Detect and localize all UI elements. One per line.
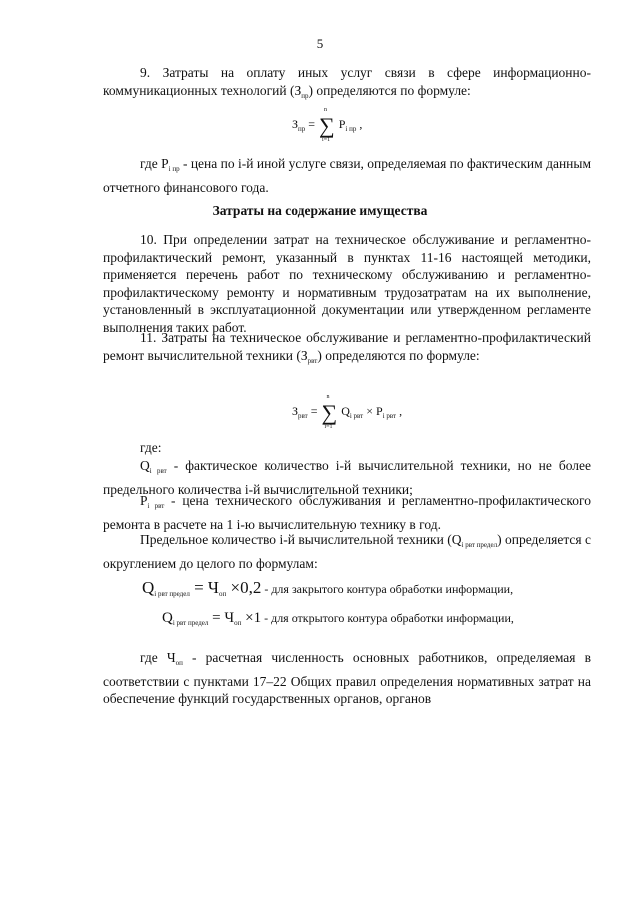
sum-bottom: i=1	[322, 137, 331, 143]
section-heading: Затраты на содержание имущества	[212, 203, 428, 218]
paragraph-where-1	[103, 155, 591, 196]
sum2-top: n	[326, 394, 330, 400]
formula2-tail: ,	[396, 404, 403, 418]
where-2-label: где:	[140, 440, 162, 455]
final-sub: оп	[175, 659, 183, 667]
formula1-term-sub: i пр	[345, 125, 357, 133]
formula2-times: ×	[363, 404, 377, 418]
formula3-mult: ×0,2	[226, 578, 262, 597]
formula4-lhs: Q	[162, 610, 173, 626]
item9-text: 9. Затраты на оплату иных услуг связи в сфере информационно-коммуникационных технологий (З	[103, 65, 591, 98]
formula1-lhs-sub: пр	[298, 125, 306, 133]
formula2-p: P	[376, 404, 383, 418]
formula3-eq: = Ч	[189, 578, 219, 597]
final-start: где Ч	[140, 650, 176, 665]
defq-sub: i рвт	[149, 467, 167, 475]
page-number: 5	[316, 36, 324, 51]
formula-2	[292, 394, 403, 430]
formula2-lhs-sub: рвт	[298, 412, 308, 420]
sum2-bottom: i=1	[324, 424, 333, 430]
formula2-q-sub: i рвт	[349, 412, 364, 420]
formula4-note: - для открытого контура обработки информации,	[261, 611, 514, 625]
formula2-p-sub: i рвт	[382, 412, 397, 420]
formula1-term: P	[338, 117, 346, 131]
where1-sub: i пр	[168, 165, 180, 173]
formula4-lhs-sub: i рвт предел	[172, 619, 209, 627]
defp-rest: - цена технического обслуживания и регламентно-профилактического ремонта в расчете на 1 i-ю вычислительную технику в год.	[103, 493, 591, 532]
defp-sub: i рвт	[147, 502, 165, 510]
formula4-mult: ×1	[241, 610, 262, 626]
item9-end: ) определяются по формуле:	[308, 82, 471, 98]
limit-sub: i рвт предел	[461, 541, 498, 549]
formula1-equals: =	[308, 117, 316, 131]
formula-1	[292, 107, 363, 143]
item11-end: ) определяются по формуле:	[317, 347, 480, 363]
item9-sub: пр	[301, 91, 309, 100]
formula3-lhs: Q	[142, 578, 155, 597]
paragraph-final	[103, 649, 591, 708]
paragraph-limit	[103, 531, 591, 572]
formula1-tail: ,	[356, 117, 363, 131]
sum-symbol: ∑ n i=1	[319, 107, 335, 143]
limit-end: ) определяется с округлением до целого по формулам:	[103, 532, 592, 571]
defq-rest: - фактическое количество i-й вычислительной техники, но не более предельного количества i-й вычислительной техники;	[103, 458, 591, 497]
final-rest: - расчетная численность основных работников, определяемая в соответствии с пунктами 17–22 Общих правил определения нормативных затрат на обеспечение функций государственных органов, органов	[103, 650, 591, 707]
definition-p	[103, 492, 591, 533]
formula4-ch-sub: оп	[234, 619, 242, 627]
formula2-q: Q	[341, 404, 350, 418]
defq-sym: Q	[140, 458, 150, 473]
defp-sym: P	[140, 493, 148, 508]
sum-symbol-2: ∑ n i=1	[321, 394, 338, 430]
where1-rest: - цена по i-й иной услуге связи, определяемая по фактическим данным отчетного финансового года.	[103, 156, 592, 195]
formula2-equals: =	[310, 404, 318, 418]
paragraph-item-11	[103, 329, 591, 370]
formula2-lhs: З	[292, 404, 299, 418]
limit-text: Предельное количество i-й вычислительной техники (Q	[140, 532, 462, 547]
sum-top: n	[324, 107, 328, 113]
item11-text: 11. Затраты на техническое обслуживание и регламентно-профилактический ремонт вычислительной техники (З	[103, 330, 591, 363]
formula-4	[162, 610, 514, 627]
formula-3	[142, 578, 513, 598]
formula3-note: - для закрытого контура обработки информации,	[261, 582, 514, 596]
formula3-lhs-sub: i рвт предел	[154, 590, 190, 598]
formula4-eq: = Ч	[208, 610, 235, 626]
paragraph-item-10: 10. При определении затрат на техническое обслуживание и регламентно-профилактический ремонт, указанный в пунктах 11-16 настоящей методики, применяется перечень работ по техническому обслуживанию и регламентно-профилактическому ремонту и нормативным трудозатратам на их выполнение, установленный в эксплуатационной документации или утвержденном регламенте выполнения таких работ.	[103, 232, 591, 335]
where1-start: где P	[140, 156, 169, 171]
formula1-lhs: З	[292, 117, 299, 131]
item11-sub: рвт	[307, 356, 318, 365]
formula3-ch-sub: оп	[218, 590, 227, 598]
paragraph-item-9	[103, 64, 591, 105]
